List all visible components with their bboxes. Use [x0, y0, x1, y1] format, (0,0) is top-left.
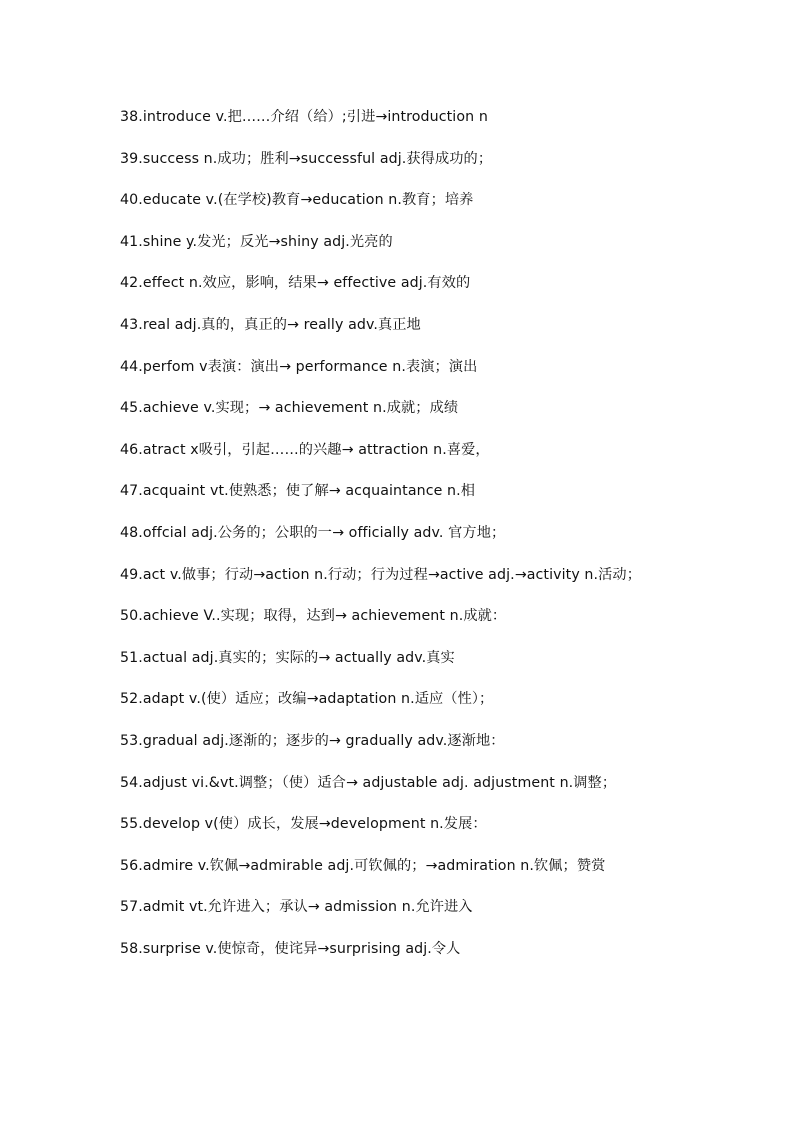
vocabulary-entry: 56.admire v.钦佩→admirable adj.可钦佩的；→admiration n.钦佩；赞赏 [120, 857, 606, 874]
vocabulary-entry: 38.introduce v.把……介绍（给）;引进→introduction n [120, 109, 488, 125]
vocabulary-entry: 58.surprise v.使惊奇，使诧异→surprising adj.令人 [120, 940, 461, 957]
vocabulary-entry: 48.offcial adj.公务的；公职的一→ officially adv. 官方地； [120, 524, 506, 541]
vocabulary-entry: 55.develop v(使）成长，发展→development n.发展： [120, 816, 487, 833]
vocabulary-entry: 40.educate v.(在学校)教育→education n.教育；培养 [120, 192, 474, 209]
vocabulary-entry: 57.admit vt.允许进入；承认→ admission n.允许进入 [120, 899, 473, 916]
vocabulary-entry: 45.achieve v.实现；→ achievement n.成就；成绩 [120, 400, 459, 417]
vocabulary-entry: 52.adapt v.(使）适应；改编→adaptation n.适应（性）； [120, 691, 494, 708]
vocabulary-entry: 47.acquaint vt.使熟悉；使了解→ acquaintance n.相 [120, 483, 476, 500]
vocabulary-entry: 41.shine y.发光；反光→shiny adj.光亮的 [120, 233, 393, 250]
vocabulary-entry: 50.achieve V..实现；取得，达到→ achievement n.成就： [120, 608, 507, 625]
vocabulary-entry: 54.adjust vi.&vt.调整；（使）适合→ adjustable adj. adjustment n.调整； [120, 774, 617, 791]
vocabulary-entry: 44.perfom v表演：演出→ performance n.表演；演出 [120, 358, 478, 375]
vocabulary-entry: 51.actual adj.真实的；实际的→ actually adv.真实 [120, 649, 455, 666]
vocabulary-entry: 53.gradual adj.逐渐的；逐步的→ gradually adv.逐渐地： [120, 732, 505, 749]
vocabulary-entry: 42.effect n.效应，影响，结果→ effective adj.有效的 [120, 275, 471, 292]
vocabulary-entry: 49.act v.做事；行动→action n.行动；行为过程→active adj.→activity n.活动； [120, 566, 641, 583]
vocabulary-entry: 46.atract x吸引，引起……的兴趣→ attraction n.喜爱， [120, 441, 490, 458]
vocabulary-entry: 39.success n.成功；胜利→successful adj.获得成功的； [120, 150, 493, 167]
vocabulary-entry: 43.real adj.真的，真正的→ really adv.真正地 [120, 316, 421, 333]
vocabulary-list [120, 106, 760, 979]
